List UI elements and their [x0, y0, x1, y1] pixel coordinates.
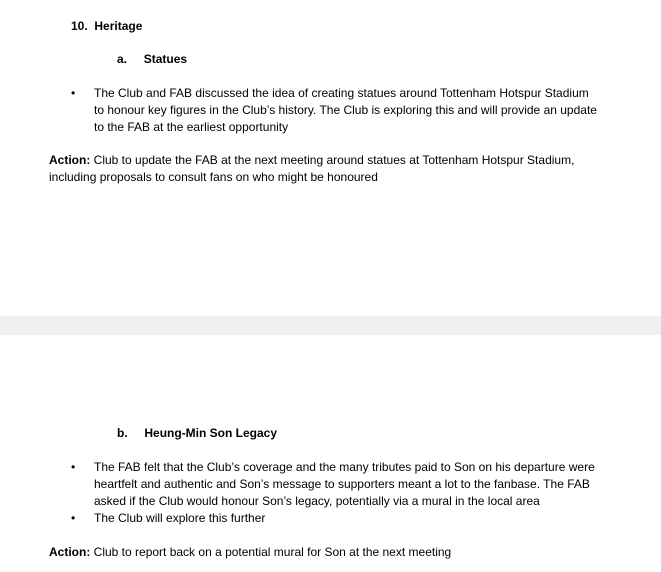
action-text: including proposals to consult fans on who might be honoured [49, 170, 378, 184]
action-label: Action: [49, 545, 91, 559]
subsection-title: Heung-Min Son Legacy [144, 426, 278, 440]
son-bullet-2 [94, 510, 614, 527]
action-label: Action: [49, 153, 91, 167]
bullet-line: heartfelt and authentic and Son’s message to supporters meant a lot to the fanbase. The FAB [94, 477, 590, 491]
subsection-title: Statues [143, 52, 188, 66]
son-action-line-1 [49, 544, 451, 561]
statues-bullet-1 [94, 85, 614, 136]
bullet-icon: • [71, 511, 76, 525]
bullet-icon: • [71, 460, 76, 474]
bullet-line: The Club and FAB discussed the idea of creating statues around Tottenham Hotspur Stadium [94, 86, 589, 100]
subsection-letter: a. [117, 52, 128, 66]
son-bullet-1 [94, 459, 614, 510]
section-title: Heritage [94, 19, 143, 33]
bullet-line: to honour key figures in the Club’s history. The Club is exploring this and will provide an update [94, 103, 597, 117]
section-heading-heritage [71, 18, 142, 35]
subsection-heading-statues [117, 51, 187, 68]
page-separator [0, 316, 661, 335]
statues-action-line-2 [49, 169, 378, 186]
subsection-letter: b. [117, 426, 128, 440]
document-page-2 [0, 335, 661, 572]
bullet-icon: • [71, 86, 76, 100]
action-text: Club to report back on a potential mural for Son at the next meeting [93, 545, 452, 559]
section-number: 10. [71, 19, 88, 33]
bullet-line: to the FAB at the earliest opportunity [94, 120, 289, 134]
statues-action-line-1 [49, 152, 574, 169]
action-text: Club to update the FAB at the next meeting around statues at Tottenham Hotspur Stadium, [93, 153, 575, 167]
subsection-heading-son-legacy [117, 425, 277, 442]
bullet-line: The FAB felt that the Club’s coverage and the many tributes paid to Son on his departure were [94, 460, 595, 474]
bullet-line: asked if the Club would honour Son’s legacy, potentially via a mural in the local area [94, 494, 540, 508]
bullet-line: The Club will explore this further [94, 511, 266, 525]
